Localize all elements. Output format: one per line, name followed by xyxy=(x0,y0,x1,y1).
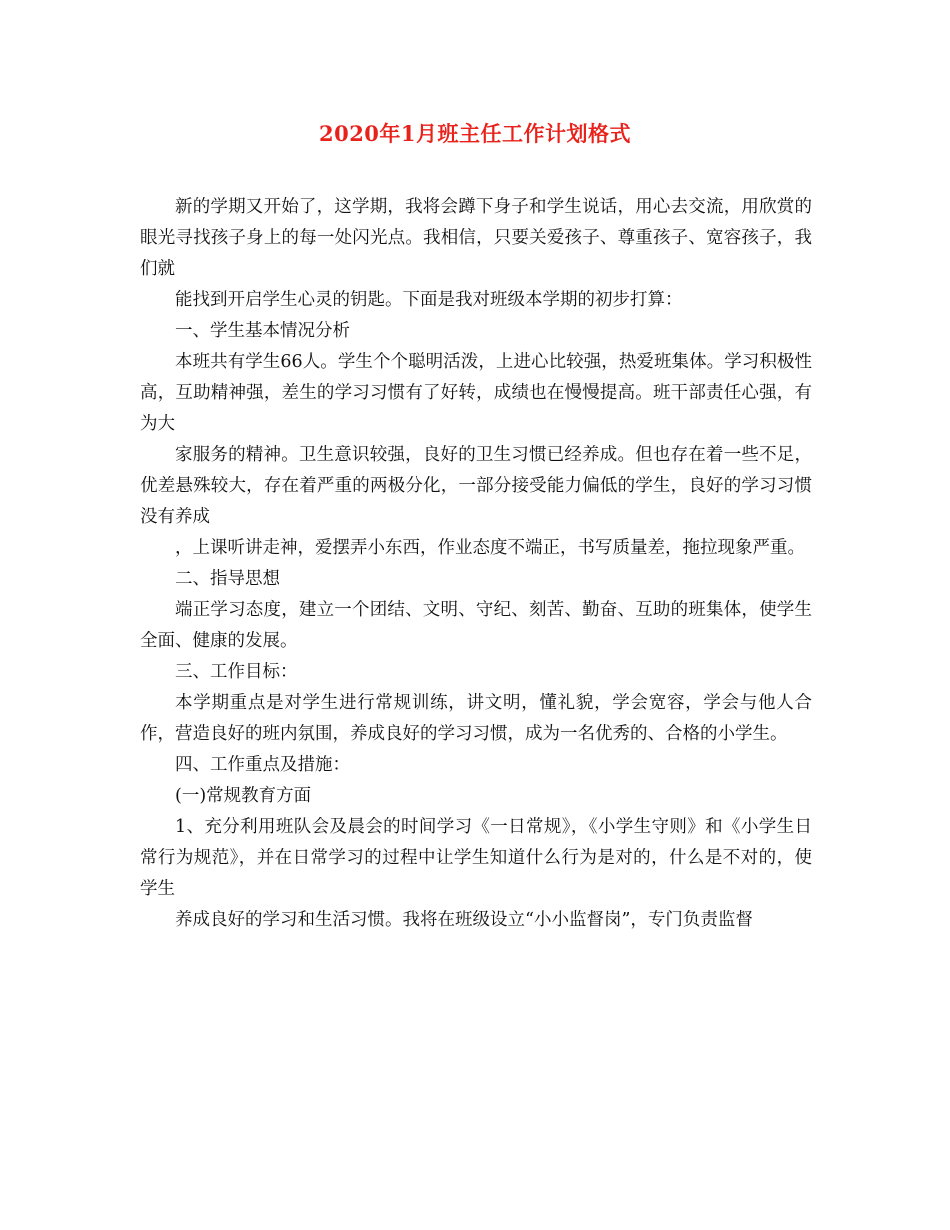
paragraph-intro-continued: 能找到开启学生心灵的钥匙。下面是我对班级本学期的初步打算： xyxy=(175,290,683,310)
paragraph-guiding-thought: 端正学习态度，建立一个团结、文明、守纪、刻苦、勤奋、互助的班集体，使学生全面、健康的发展。 xyxy=(140,600,812,651)
document-title: 2020年1月班主任工作计划格式 xyxy=(318,121,632,146)
paragraph-student-analysis-continued: 家服务的精神。卫生意识较强，良好的卫生习惯已经养成。但也存在着一些不足，优差悬殊较大，存在着严重的两极分化，一部分接受能力偏低的学生，良好的学习习惯没有养成 xyxy=(140,445,812,527)
section-heading-work-goals: 三、工作目标： xyxy=(175,662,298,682)
section-heading-student-analysis: 一、学生基本情况分析 xyxy=(175,321,350,341)
document-body xyxy=(140,192,812,936)
paragraph-measure-1-continued: 养成良好的学习和生活习惯。我将在班级设立“小小监督岗”，专门负责监督 xyxy=(175,910,753,930)
paragraph-student-analysis: 本班共有学生66人。学生个个聪明活泼，上进心比较强，热爱班集体。学习积极性高，互助精神强，差生的学习习惯有了好转，成绩也在慢慢提高。班干部责任心强，有为大 xyxy=(140,352,812,434)
paragraph-intro: 新的学期又开始了，这学期，我将会蹲下身子和学生说话，用心去交流，用欣赏的眼光寻找孩子身上的每一处闪光点。我相信，只要关爱孩子、尊重孩子、宽容孩子，我们就 xyxy=(140,197,812,279)
paragraph-work-goals: 本学期重点是对学生进行常规训练，讲文明，懂礼貌，学会宽容，学会与他人合作，营造良好的班内氛围，养成良好的学习习惯，成为一名优秀的、合格的小学生。 xyxy=(140,693,812,744)
subsection-heading-routine-education: (一)常规教育方面 xyxy=(175,786,312,806)
section-heading-guiding-thought: 二、指导思想 xyxy=(175,569,280,589)
section-heading-key-measures: 四、工作重点及措施： xyxy=(175,755,350,775)
paragraph-measure-1: 1、充分利用班队会及晨会的时间学习《一日常规》，《小学生守则》和《小学生日常行为规范》，并在日常学习的过程中让学生知道什么行为是对的，什么是不对的，使学生 xyxy=(140,817,812,899)
paragraph-student-analysis-end: ，上课听讲走神，爱摆弄小东西，作业态度不端正，书写质量差，拖拉现象严重。 xyxy=(175,538,805,558)
